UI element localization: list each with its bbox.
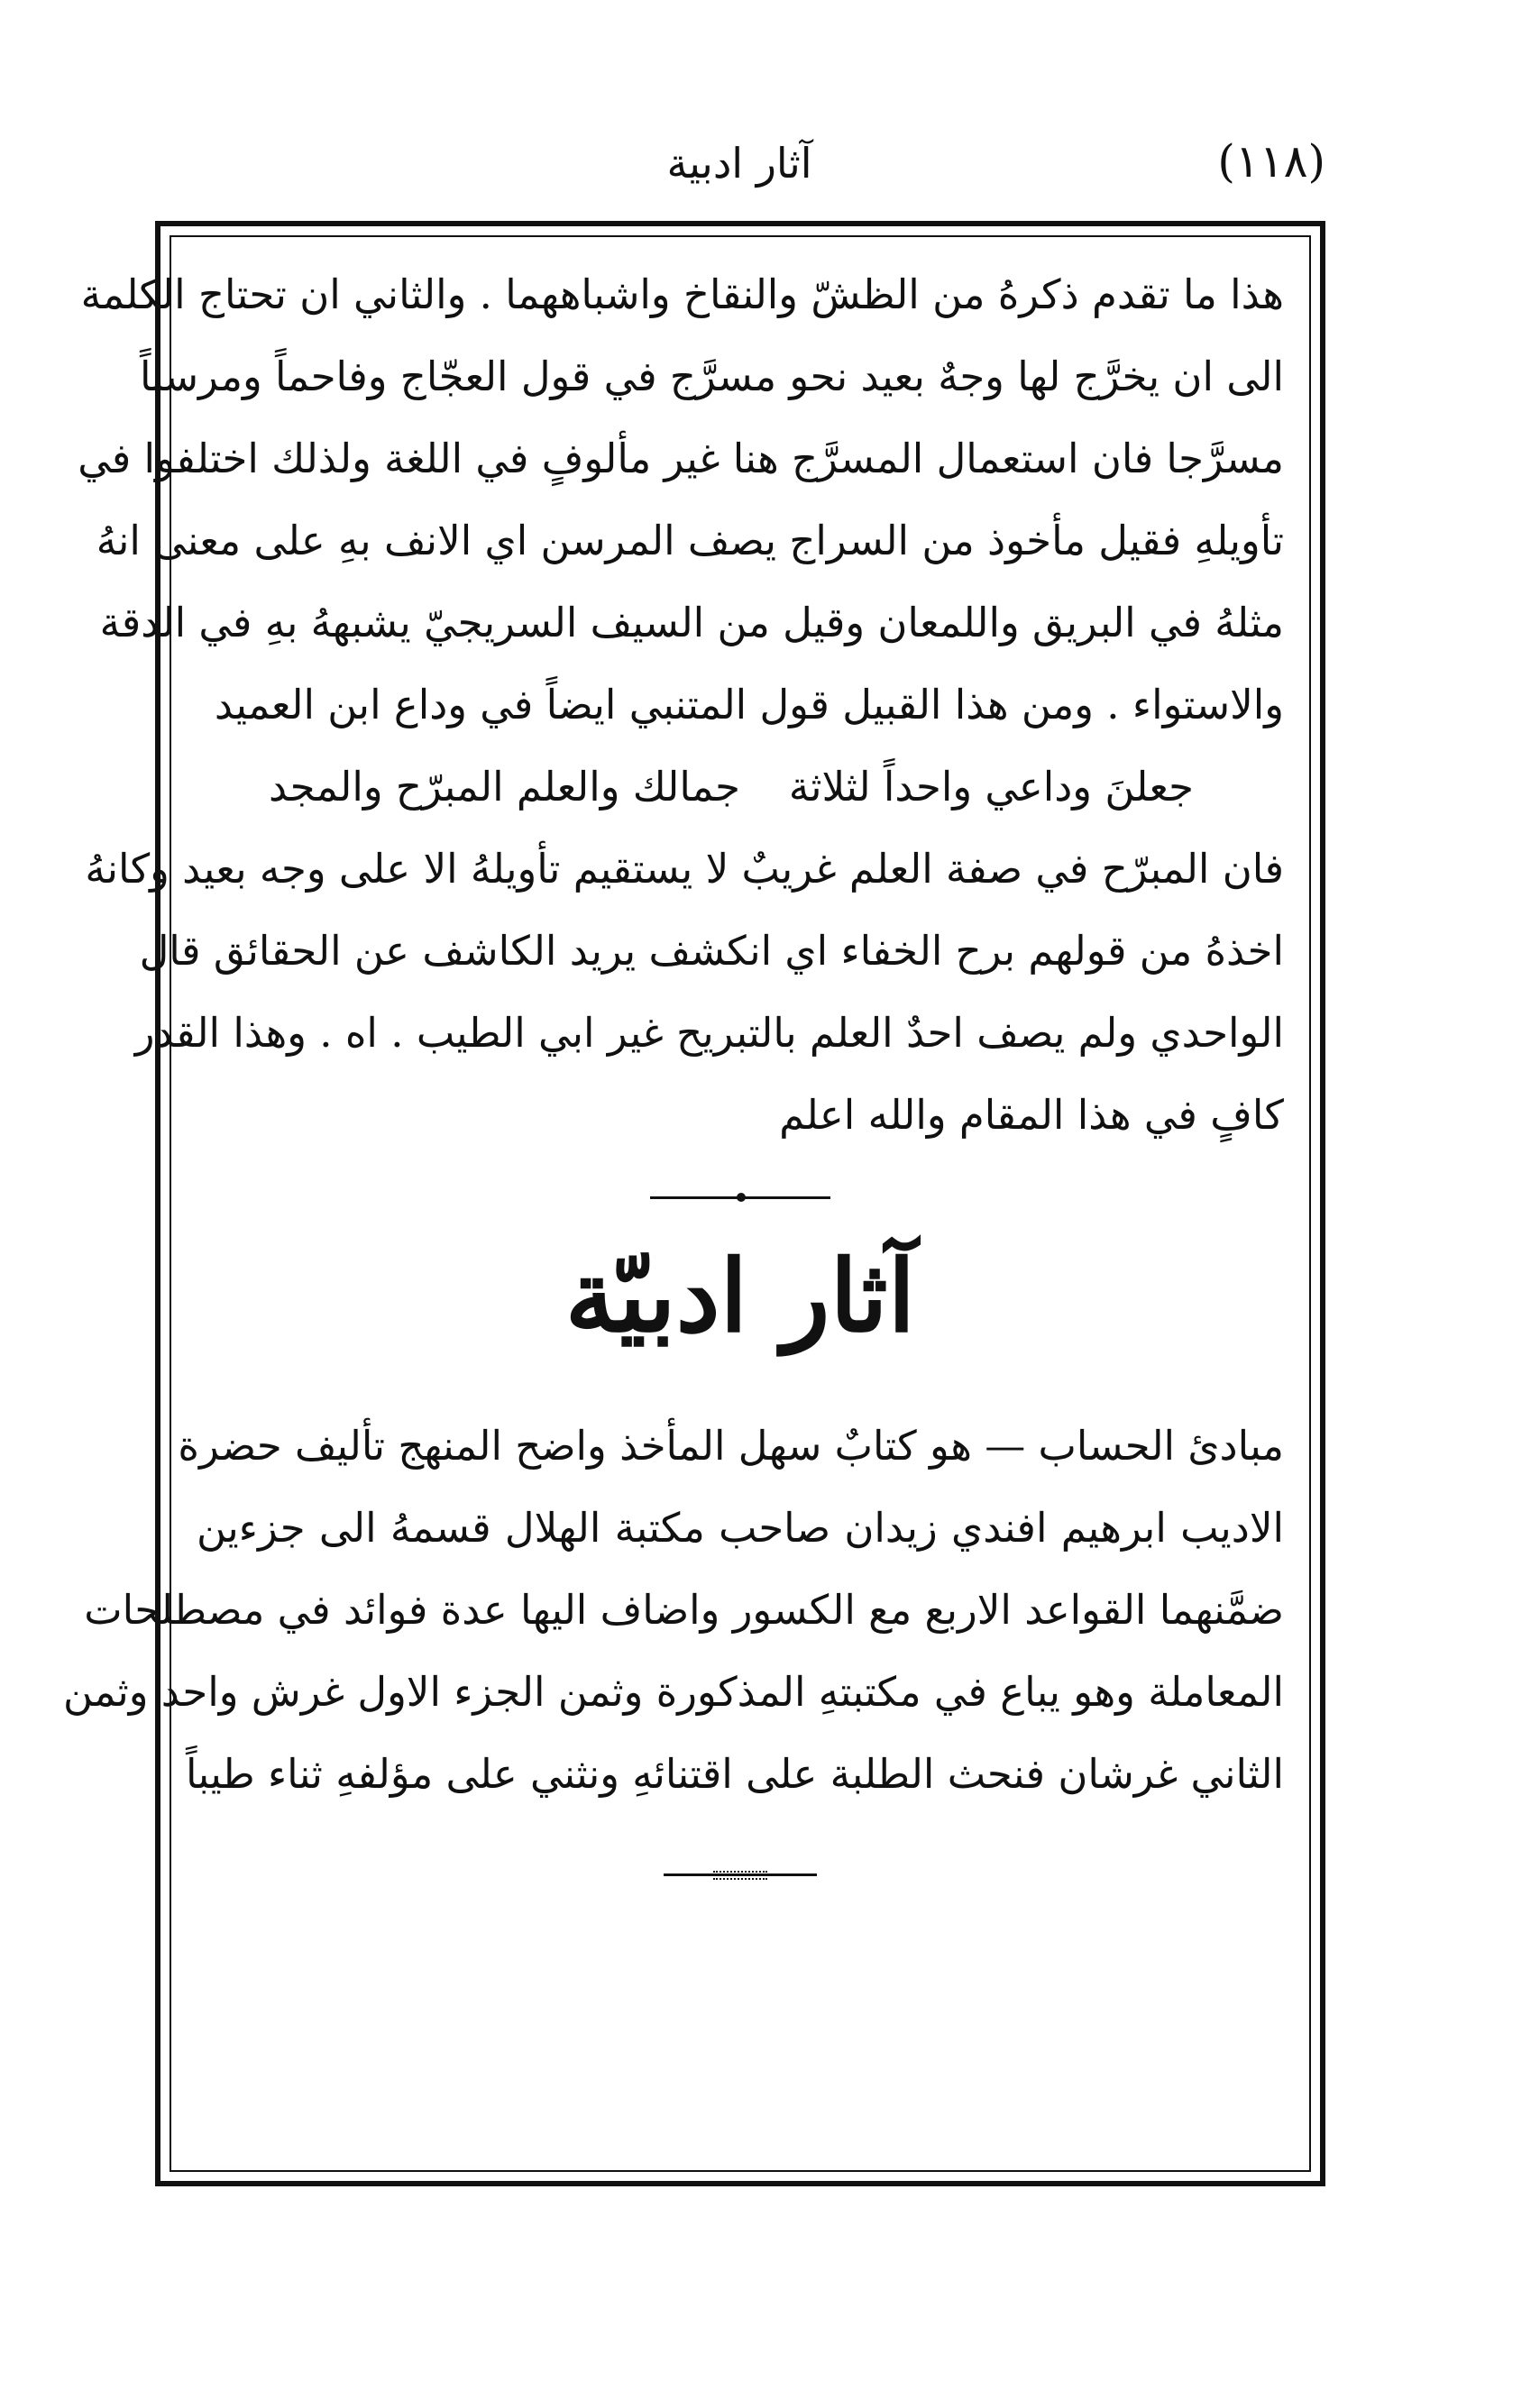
end-ornament (664, 1869, 817, 1882)
page-frame (62, 221, 1325, 2186)
text-line: الواحدي ولم يصف احدٌ العلم بالتبريح غير ابي الطيب . اه . وهذا القدر (134, 1009, 1284, 1057)
text-line: الثاني غرشان فنحث الطلبة على اقتنائهِ ونثني على مؤلفهِ ثناء طيباً (185, 1750, 1284, 1798)
text-line: الاديب ابرهيم افندي زيدان صاحب مكتبة الهلال قسمهُ الى جزءين (197, 1504, 1284, 1552)
verse-second-hemistich: جمالك والعلم المبرّح والمجد (269, 763, 740, 811)
text-line: تأويلهِ فقيل مأخوذ من السراج يصف المرسن اي الانف بهِ على معنى انهُ (96, 517, 1284, 564)
text-line: مثلهُ في البريق واللمعان وقيل من السيف السريجيّ يشبههُ بهِ في الدقة (99, 599, 1284, 646)
section-title: آثار ادبيّة (564, 1238, 916, 1354)
text-line: المعاملة وهو يباع في مكتبتهِ المذكورة وثمن الجزء الاول غرش واحد وثمن (62, 1668, 1284, 1716)
text-line: مسرَّجا فان استعمال المسرَّج هنا غير مألوفٍ في اللغة ولذلك اختلفوا في (78, 435, 1284, 482)
poetry-verse (197, 746, 1284, 828)
section-divider (650, 1188, 830, 1206)
page-header (153, 135, 1325, 207)
text-line: كافٍ في هذا المقام والله اعلم (779, 1091, 1284, 1139)
verse-first-hemistich: جعلنَ وداعي واحداً لثلاثة (788, 763, 1194, 811)
text-line: الى ان يخرَّج لها وجهٌ بعيد نحو مسرَّج في قول العجّاج وفاحماً ومرسناً (140, 353, 1284, 400)
page-number: (١١٨) (1217, 135, 1325, 188)
text-line: مبادئ الحساب — هو كتابٌ سهل المأخذ واضح المنهج تأليف حضرة (178, 1422, 1284, 1470)
text-line: هذا ما تقدم ذكرهُ من الظشّ والنقاخ واشباههما . والثاني ان تحتاج الكلمة (80, 270, 1284, 318)
text-line: اخذهُ من قولهم برح الخفاء اي انكشف يريد الكاشف عن الحقائق قال (139, 927, 1284, 975)
text-line: والاستواء . ومن هذا القبيل قول المتنبي ايضاً في وداع ابن العميد (214, 681, 1284, 728)
page-body (62, 253, 1284, 1882)
text-line: ضمَّنهما القواعد الاربع مع الكسور واضاف اليها عدة فوائد في مصطلحات (84, 1586, 1284, 1634)
running-title: آثار ادبية (666, 139, 812, 188)
divider-dot (737, 1193, 746, 1202)
text-line: فان المبرّح في صفة العلم غريبٌ لا يستقيم تأويلهُ الا على وجه بعيد وكانهُ (85, 845, 1284, 893)
